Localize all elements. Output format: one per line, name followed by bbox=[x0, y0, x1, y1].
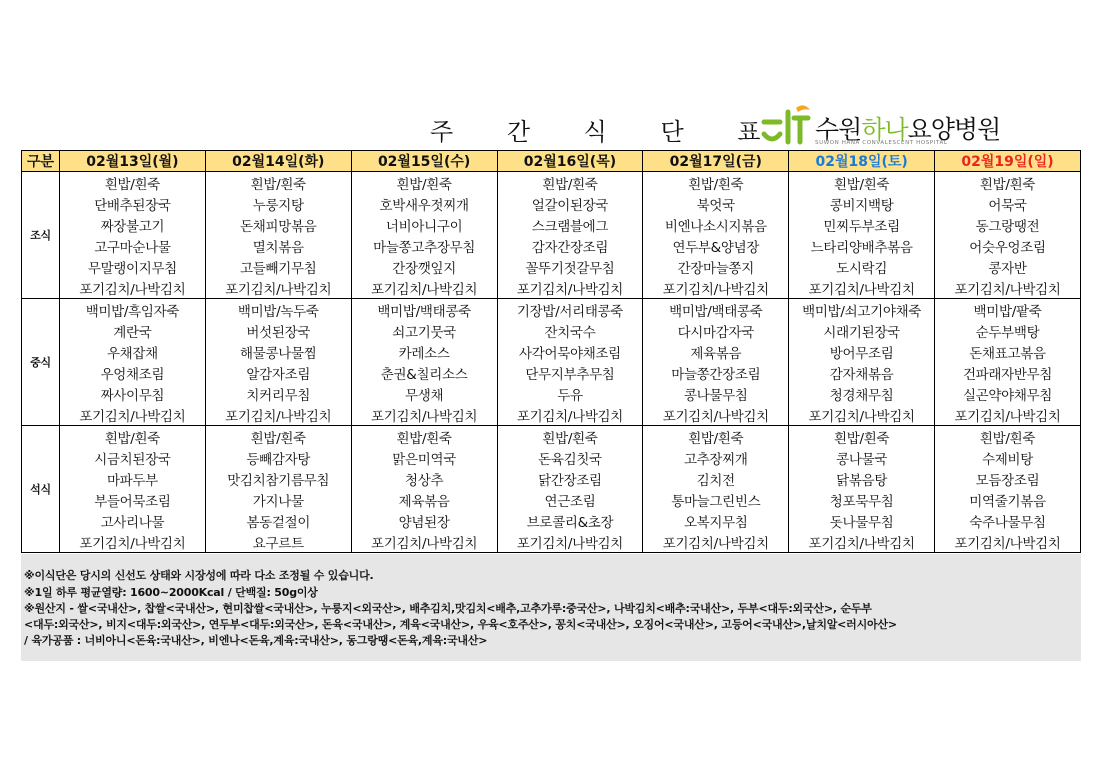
menu-row bbox=[22, 447, 1081, 468]
day-header: 02월17일(금) bbox=[643, 151, 789, 172]
menu-item: 짜사이무침 bbox=[60, 383, 206, 404]
menu-item: 연두부&양념장 bbox=[643, 235, 789, 256]
menu-row bbox=[22, 256, 1081, 277]
menu-item: 흰밥/흰죽 bbox=[60, 426, 206, 448]
day-header: 02월16일(목) bbox=[497, 151, 643, 172]
menu-item: 누룽지탕 bbox=[205, 193, 351, 214]
menu-item: 숙주나물무침 bbox=[935, 510, 1081, 531]
menu-item: 기장밥/서리태콩죽 bbox=[497, 299, 643, 321]
menu-item: 포기김치/나박김치 bbox=[351, 404, 497, 426]
menu-item: 순두부백탕 bbox=[935, 320, 1081, 341]
menu-item: 포기김치/나박김치 bbox=[60, 277, 206, 299]
menu-item: 닭볶음탕 bbox=[789, 468, 935, 489]
day-header: 02월15일(수) bbox=[351, 151, 497, 172]
menu-item: 부들어묵조림 bbox=[60, 489, 206, 510]
menu-item: 포기김치/나박김치 bbox=[935, 404, 1081, 426]
menu-row bbox=[22, 468, 1081, 489]
menu-item: 청경채무침 bbox=[789, 383, 935, 404]
saturday-header: 02월18일(토) bbox=[789, 151, 935, 172]
menu-item: 시금치된장국 bbox=[60, 447, 206, 468]
menu-item: 감자간장조림 bbox=[497, 235, 643, 256]
menu-item: 단무지부추무침 bbox=[497, 362, 643, 383]
header-row bbox=[22, 151, 1081, 172]
menu-item: 고들빼기무침 bbox=[205, 256, 351, 277]
menu-item: 흰밥/흰죽 bbox=[643, 172, 789, 194]
menu-item: 맑은미역국 bbox=[351, 447, 497, 468]
menu-row bbox=[22, 172, 1081, 194]
note-line: / 육가공품 : 너비아니<돈육:국내산>, 비엔나<돈육,계육:국내산>, 동그랑땡<돈육,계육:국내산> bbox=[24, 634, 488, 647]
hospital-logo bbox=[760, 104, 1040, 150]
menu-item: 연근조림 bbox=[497, 489, 643, 510]
menu-item: 흰밥/흰죽 bbox=[789, 172, 935, 194]
menu-item: 양념된장 bbox=[351, 510, 497, 531]
menu-item: 흰밥/흰죽 bbox=[935, 172, 1081, 194]
menu-item: 포기김치/나박김치 bbox=[789, 531, 935, 553]
menu-item: 얼갈이된장국 bbox=[497, 193, 643, 214]
menu-item: 포기김치/나박김치 bbox=[60, 404, 206, 426]
menu-item: 마파두부 bbox=[60, 468, 206, 489]
menu-item: 미역줄기볶음 bbox=[935, 489, 1081, 510]
menu-row bbox=[22, 320, 1081, 341]
menu-row bbox=[22, 362, 1081, 383]
menu-item: 오복지무침 bbox=[643, 510, 789, 531]
menu-item: 사각어묵야채조림 bbox=[497, 341, 643, 362]
menu-item: 콩나물무침 bbox=[643, 383, 789, 404]
menu-item: 민찌두부조림 bbox=[789, 214, 935, 235]
corner-header: 구분 bbox=[22, 151, 60, 172]
meal-label: 조식 bbox=[22, 172, 60, 299]
menu-item: 잔치국수 bbox=[497, 320, 643, 341]
menu-item: 포기김치/나박김치 bbox=[643, 531, 789, 553]
menu-item: 어슷우엉조림 bbox=[935, 235, 1081, 256]
menu-item: 돈채피망볶음 bbox=[205, 214, 351, 235]
menu-item: 요구르트 bbox=[205, 531, 351, 553]
menu-item: 고구마순나물 bbox=[60, 235, 206, 256]
menu-item: 김치전 bbox=[643, 468, 789, 489]
menu-item: 해물콩나물찜 bbox=[205, 341, 351, 362]
menu-item: 동그랑땡전 bbox=[935, 214, 1081, 235]
menu-item: 브로콜리&초장 bbox=[497, 510, 643, 531]
menu-row bbox=[22, 341, 1081, 362]
notes-box bbox=[21, 554, 1081, 661]
menu-item: 포기김치/나박김치 bbox=[351, 277, 497, 299]
menu-item: 포기김치/나박김치 bbox=[497, 404, 643, 426]
menu-item: 제육볶음 bbox=[351, 489, 497, 510]
menu-item: 흰밥/흰죽 bbox=[351, 172, 497, 194]
menu-row bbox=[22, 235, 1081, 256]
menu-item: 무생채 bbox=[351, 383, 497, 404]
menu-item: 포기김치/나박김치 bbox=[789, 277, 935, 299]
menu-item: 청포묵무침 bbox=[789, 489, 935, 510]
menu-item: 가지나물 bbox=[205, 489, 351, 510]
menu-item: 흰밥/흰죽 bbox=[643, 426, 789, 448]
menu-item: 어묵국 bbox=[935, 193, 1081, 214]
menu-item: 콩비지백탕 bbox=[789, 193, 935, 214]
menu-item: 제육볶음 bbox=[643, 341, 789, 362]
day-header: 02월14일(화) bbox=[205, 151, 351, 172]
menu-item: 흰밥/흰죽 bbox=[60, 172, 206, 194]
menu-item: 흰밥/흰죽 bbox=[205, 426, 351, 448]
menu-item: 백미밥/백태콩죽 bbox=[643, 299, 789, 321]
menu-row bbox=[22, 510, 1081, 531]
menu-item: 콩자반 bbox=[935, 256, 1081, 277]
menu-row bbox=[22, 299, 1081, 321]
menu-row bbox=[22, 277, 1081, 299]
menu-item: 마늘쫑간장조림 bbox=[643, 362, 789, 383]
sunday-header: 02월19일(일) bbox=[935, 151, 1081, 172]
hospital-name: 수원하나요양병원 bbox=[815, 115, 1001, 144]
menu-row bbox=[22, 426, 1081, 448]
menu-item: 치커리무침 bbox=[205, 383, 351, 404]
menu-item: 실곤약야채무침 bbox=[935, 383, 1081, 404]
menu-item: 콩나물국 bbox=[789, 447, 935, 468]
note-line: ※이식단은 당시의 신선도 상태와 시장성에 따라 다소 조정될 수 있습니다. bbox=[24, 569, 374, 582]
menu-item: 백미밥/흑임자죽 bbox=[60, 299, 206, 321]
menu-item: 두유 bbox=[497, 383, 643, 404]
menu-item: 건파래자반무침 bbox=[935, 362, 1081, 383]
menu-item: 비엔나소시지볶음 bbox=[643, 214, 789, 235]
menu-item: 쇠고기뭇국 bbox=[351, 320, 497, 341]
menu-item: 돈육김칫국 bbox=[497, 447, 643, 468]
menu-item: 계란국 bbox=[60, 320, 206, 341]
menu-row bbox=[22, 531, 1081, 553]
menu-item: 버섯된장국 bbox=[205, 320, 351, 341]
menu-item: 포기김치/나박김치 bbox=[497, 531, 643, 553]
menu-item: 흰밥/흰죽 bbox=[351, 426, 497, 448]
menu-item: 포기김치/나박김치 bbox=[60, 531, 206, 553]
day-header: 02월13일(월) bbox=[60, 151, 206, 172]
menu-item: 포기김치/나박김치 bbox=[205, 404, 351, 426]
menu-item: 스크램블에그 bbox=[497, 214, 643, 235]
menu-item: 너비아니구이 bbox=[351, 214, 497, 235]
menu-item: 포기김치/나박김치 bbox=[351, 531, 497, 553]
menu-item: 흰밥/흰죽 bbox=[789, 426, 935, 448]
menu-item: 마늘쫑고추장무침 bbox=[351, 235, 497, 256]
menu-item: 포기김치/나박김치 bbox=[935, 531, 1081, 553]
menu-item: 흰밥/흰죽 bbox=[497, 426, 643, 448]
menu-item: 통마늘그린빈스 bbox=[643, 489, 789, 510]
meal-label: 석식 bbox=[22, 426, 60, 553]
menu-item: 흰밥/흰죽 bbox=[205, 172, 351, 194]
menu-item: 간장마늘쫑지 bbox=[643, 256, 789, 277]
menu-item: 춘권&칠리소스 bbox=[351, 362, 497, 383]
menu-item: 호박새우젓찌개 bbox=[351, 193, 497, 214]
menu-item: 북엇국 bbox=[643, 193, 789, 214]
menu-item: 돗나물무침 bbox=[789, 510, 935, 531]
weekly-menu-table bbox=[21, 150, 1081, 553]
menu-item: 멸치볶음 bbox=[205, 235, 351, 256]
menu-item: 포기김치/나박김치 bbox=[789, 404, 935, 426]
menu-item: 무말랭이지무침 bbox=[60, 256, 206, 277]
menu-item: 짜장불고기 bbox=[60, 214, 206, 235]
menu-item: 도시락김 bbox=[789, 256, 935, 277]
menu-item: 감자채볶음 bbox=[789, 362, 935, 383]
menu-item: 포기김치/나박김치 bbox=[205, 277, 351, 299]
menu-item: 모듬장조림 bbox=[935, 468, 1081, 489]
menu-row bbox=[22, 383, 1081, 404]
menu-item: 흰밥/흰죽 bbox=[497, 172, 643, 194]
menu-item: 포기김치/나박김치 bbox=[497, 277, 643, 299]
menu-row bbox=[22, 193, 1081, 214]
menu-item: 백미밥/백태콩죽 bbox=[351, 299, 497, 321]
logo-mark-icon bbox=[760, 104, 812, 146]
menu-item: 흰밥/흰죽 bbox=[935, 426, 1081, 448]
hospital-english-name: SUWON HANA CONVALESCENT HOSPITAL bbox=[815, 140, 948, 146]
menu-item: 맛김치참기름무침 bbox=[205, 468, 351, 489]
menu-item: 방어무조림 bbox=[789, 341, 935, 362]
menu-item: 느타리양배추볶음 bbox=[789, 235, 935, 256]
menu-item: 포기김치/나박김치 bbox=[643, 277, 789, 299]
menu-row bbox=[22, 404, 1081, 426]
menu-item: 고사리나물 bbox=[60, 510, 206, 531]
meal-label: 중식 bbox=[22, 299, 60, 426]
menu-item: 카레소스 bbox=[351, 341, 497, 362]
menu-item: 간장깻잎지 bbox=[351, 256, 497, 277]
menu-item: 청상추 bbox=[351, 468, 497, 489]
menu-item: 닭간장조림 bbox=[497, 468, 643, 489]
menu-item: 알감자조림 bbox=[205, 362, 351, 383]
page-title: 주 간 식 단 표 bbox=[430, 118, 784, 146]
menu-item: 백미밥/쇠고기야채죽 bbox=[789, 299, 935, 321]
menu-row bbox=[22, 214, 1081, 235]
menu-item: 백미밥/팥죽 bbox=[935, 299, 1081, 321]
note-line: ※원산지 - 쌀<국내산>, 찹쌀<국내산>, 현미찹쌀<국내산>, 누룽지<외국산>, 배추김치,맛김치<배추,고추가루:중국산>, 나박김치<배추:국내산>, 두부<대두:외국산>, 순두부 bbox=[24, 602, 872, 615]
menu-item: 포기김치/나박김치 bbox=[935, 277, 1081, 299]
menu-item: 단배추된장국 bbox=[60, 193, 206, 214]
note-line: <대두:외국산>, 비지<대두:외국산>, 연두부<대두:외국산>, 돈육<국내산>, 계육<국내산>, 우육<호주산>, 꽁치<국내산>, 오징어<국내산>, 고등어<국내산>,날치알<러시아산> bbox=[24, 618, 897, 631]
menu-item: 포기김치/나박김치 bbox=[643, 404, 789, 426]
menu-item: 고추장찌개 bbox=[643, 447, 789, 468]
menu-item: 우엉채조림 bbox=[60, 362, 206, 383]
menu-row bbox=[22, 489, 1081, 510]
menu-item: 시래기된장국 bbox=[789, 320, 935, 341]
menu-item: 수제비탕 bbox=[935, 447, 1081, 468]
menu-item: 다시마감자국 bbox=[643, 320, 789, 341]
menu-item: 돈채표고볶음 bbox=[935, 341, 1081, 362]
menu-item: 꼴뚜기젓갈무침 bbox=[497, 256, 643, 277]
menu-item: 등빼감자탕 bbox=[205, 447, 351, 468]
note-line: ※1일 하루 평균열량: 1600~2000Kcal / 단백질: 50g이상 bbox=[24, 586, 318, 599]
menu-item: 백미밥/녹두죽 bbox=[205, 299, 351, 321]
menu-item: 봄동겉절이 bbox=[205, 510, 351, 531]
menu-item: 우채잡채 bbox=[60, 341, 206, 362]
